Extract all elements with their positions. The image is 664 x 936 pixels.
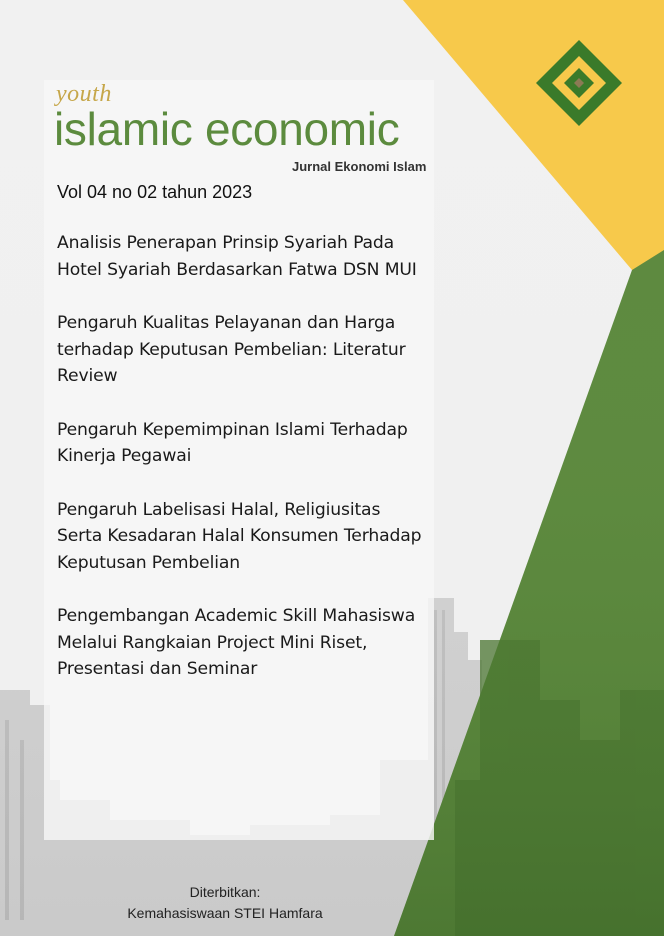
article-list [57,230,427,710]
diamond-emblem-icon [534,38,624,128]
article-title: Pengaruh Kepemimpinan Islami Terhadap Kinerja Pegawai [57,419,408,466]
logo-youth-text: youth [56,81,112,107]
article-title: Analisis Penerapan Prinsip Syariah Pada Hotel Syariah Berdasarkan Fatwa DSN MUI [57,233,417,280]
article-title: Pengembangan Academic Skill Mahasiswa Melalui Rangkaian Project Mini Riset, Presentasi dan Seminar [57,606,416,679]
logo-title: islamic economic [54,103,400,155]
article-title: Pengaruh Kualitas Pelayanan dan Harga terhadap Keputusan Pembelian: Literatur Review [57,313,406,386]
article-title: Pengaruh Labelisasi Halal, Religiusitas Serta Kesadaran Halal Konsumen Terhadap Keputusan Pembelian [57,499,422,573]
publisher-label: Diterbitkan: [189,884,261,900]
publisher-block [0,882,450,924]
publisher-name: Kemahasiswaan STEI Hamfara [127,905,323,921]
volume-issue: Vol 04 no 02 tahun 2023 [57,182,253,202]
journal-subtitle: Jurnal Ekonomi Islam [292,159,427,174]
